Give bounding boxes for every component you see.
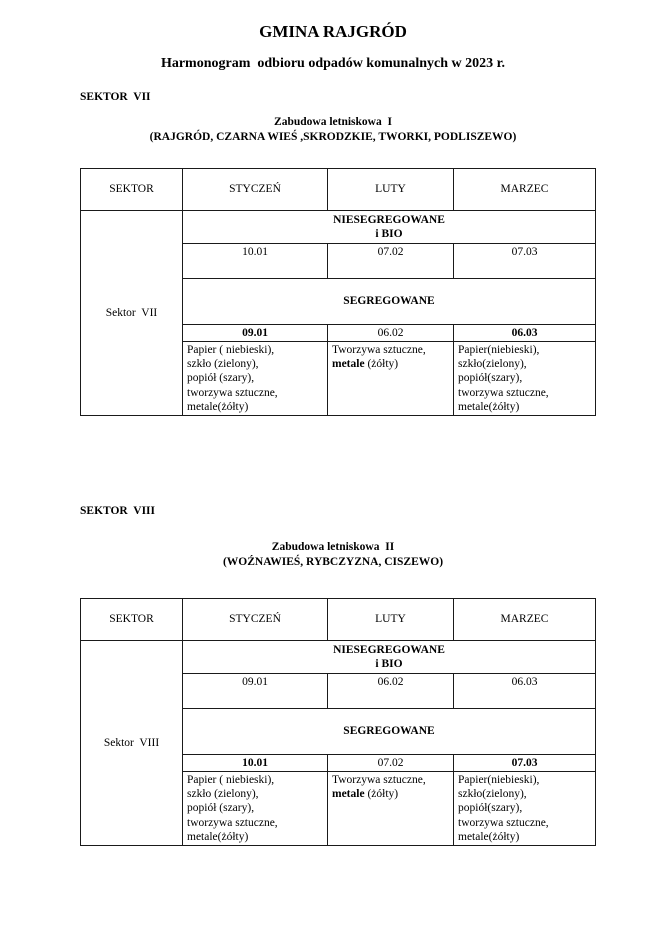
header-marzec: MARZEC [454, 599, 596, 641]
fraction-line: szkło (zielony), [187, 358, 259, 371]
unsorted-date-jan: 09.01 [183, 674, 328, 709]
fractions-jan [183, 342, 328, 416]
section-heading-sektor-vii: SEKTOR VII [80, 91, 151, 103]
sorted-date-mar: 07.03 [454, 755, 596, 772]
sector-name-cell: Sektor VIII [81, 641, 183, 846]
document-title: GMINA RAJGRÓD [259, 22, 407, 41]
section-heading-sektor-viii: SEKTOR VIII [80, 505, 155, 517]
header-marzec: MARZEC [454, 169, 596, 211]
fraction-line [332, 357, 450, 371]
fraction-line: Papier(niebieski), [458, 344, 540, 356]
unsorted-date-jan: 10.01 [183, 244, 328, 279]
unsorted-waste-label-cell [183, 211, 596, 244]
fraction-line: Papier(niebieski), [458, 774, 540, 786]
sorted-date-feb: 06.02 [328, 325, 454, 342]
fraction-line: szkło(zielony), [458, 788, 527, 801]
document-subtitle: Harmonogram odbioru odpadów komunalnych w 2023 r. [160, 56, 506, 71]
unsorted-waste-label-cell [183, 641, 596, 674]
sorted-waste-label: SEGREGOWANE [183, 279, 596, 325]
sorted-date-jan: 09.01 [183, 325, 328, 342]
table-header-row [81, 599, 596, 641]
fractions-feb [328, 772, 454, 846]
fraction-line: tworzywa sztuczne, [187, 386, 278, 399]
table-row [81, 211, 596, 244]
fraction-line: popiół (szary), [187, 802, 255, 815]
sorted-date-feb: 07.02 [328, 755, 454, 772]
places-list-sektor-vii: (RAJGRÓD, CZARNA WIEŚ ,SKRODZKIE, TWORKI, PODLISZEWO) [149, 131, 517, 143]
fractions-jan [183, 772, 328, 846]
fraction-line: popiół(szary), [458, 372, 523, 385]
fraction-line: popiół (szary), [187, 372, 255, 385]
bio-label: i BIO [375, 228, 403, 240]
unsorted-label: NIESEGREGOWANE [333, 213, 445, 226]
table-row [81, 641, 596, 674]
sorted-date-mar: 06.03 [454, 325, 596, 342]
fraction-line: Tworzywa sztuczne, [332, 344, 426, 356]
fraction-bold-word: metale [332, 358, 365, 371]
fraction-rest: (żółty) [364, 358, 399, 371]
unsorted-label: NIESEGREGOWANE [333, 643, 445, 656]
fraction-line: Papier ( niebieski), [187, 344, 275, 356]
schedule-table-sektor-vii [80, 168, 596, 416]
schedule-table-sektor-viii [80, 598, 596, 846]
fraction-line: Tworzywa sztuczne, [332, 774, 426, 786]
fraction-line: popiół(szary), [458, 802, 523, 815]
fraction-line: szkło (zielony), [187, 788, 259, 801]
header-styczen: STYCZEŃ [183, 169, 328, 211]
unsorted-date-mar: 07.03 [454, 244, 596, 279]
header-sektor: SEKTOR [81, 169, 183, 211]
unsorted-date-feb: 06.02 [328, 674, 454, 709]
table-header-row [81, 169, 596, 211]
fraction-line: tworzywa sztuczne, [458, 816, 549, 829]
fraction-bold-word: metale [332, 788, 365, 801]
fraction-line: szkło(zielony), [458, 358, 527, 371]
sector-name-cell: Sektor VII [81, 211, 183, 416]
fraction-rest: (żółty) [364, 788, 399, 801]
sorted-date-jan: 10.01 [183, 755, 328, 772]
zone-title-sektor-viii: Zabudowa letniskowa II [271, 541, 395, 553]
fractions-mar [454, 342, 596, 416]
fraction-line: metale(żółty) [458, 830, 520, 843]
zone-title-sektor-vii: Zabudowa letniskowa I [274, 116, 392, 128]
sorted-waste-label: SEGREGOWANE [183, 709, 596, 755]
bio-label: i BIO [375, 658, 403, 670]
header-luty: LUTY [328, 599, 454, 641]
fraction-line: tworzywa sztuczne, [187, 816, 278, 829]
fraction-line [332, 787, 450, 801]
unsorted-date-mar: 06.03 [454, 674, 596, 709]
fraction-line: Papier ( niebieski), [187, 774, 275, 786]
fractions-mar [454, 772, 596, 846]
places-list-sektor-viii: (WOŹNAWIEŚ, RYBCZYZNA, CISZEWO) [222, 556, 444, 568]
header-styczen: STYCZEŃ [183, 599, 328, 641]
fraction-line: metale(żółty) [187, 830, 249, 843]
header-luty: LUTY [328, 169, 454, 211]
fraction-line: metale(żółty) [458, 400, 520, 413]
fraction-line: metale(żółty) [187, 400, 249, 413]
unsorted-date-feb: 07.02 [328, 244, 454, 279]
header-sektor: SEKTOR [81, 599, 183, 641]
fractions-feb [328, 342, 454, 416]
fraction-line: tworzywa sztuczne, [458, 386, 549, 399]
